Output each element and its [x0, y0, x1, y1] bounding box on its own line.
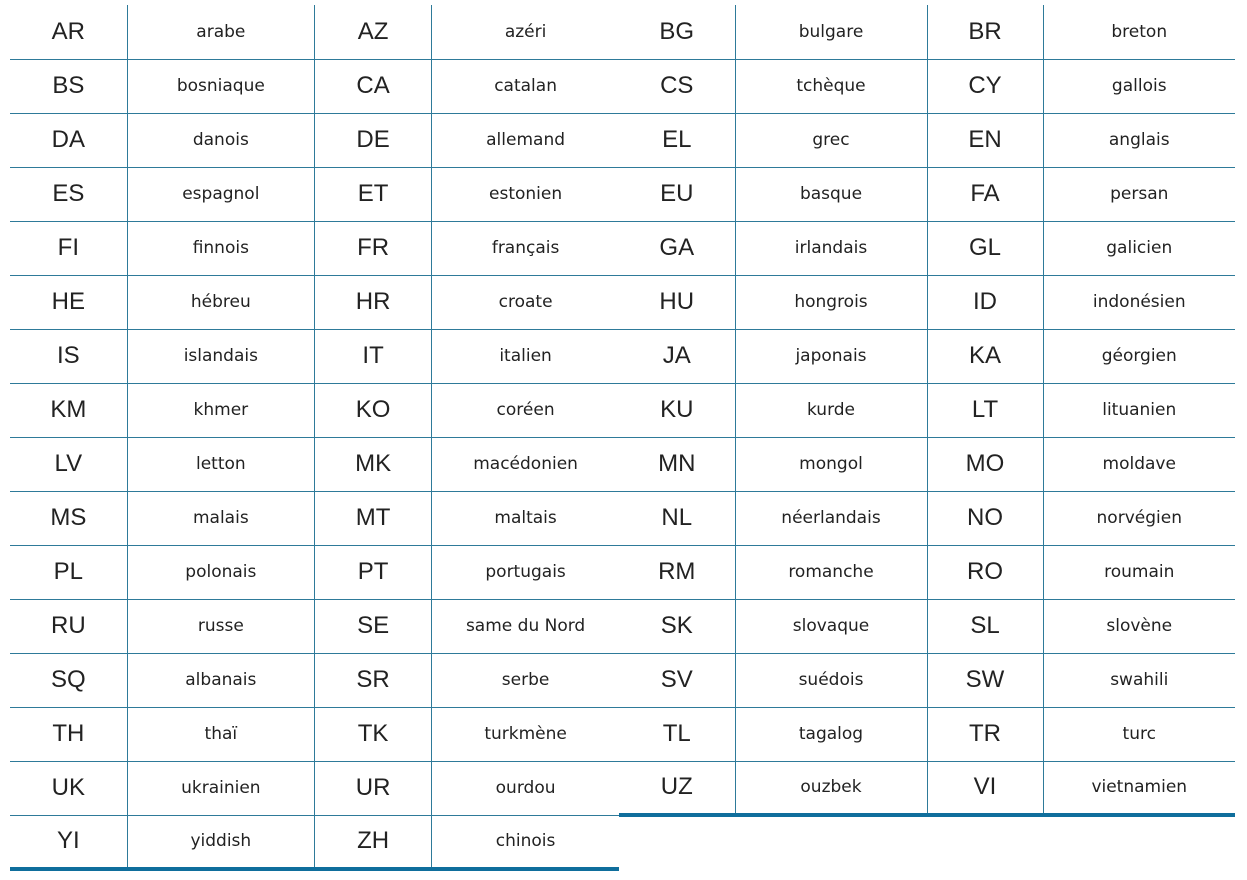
language-name: malais	[127, 491, 314, 545]
language-code: RO	[927, 545, 1043, 599]
language-code: AZ	[314, 5, 431, 59]
language-name: macédonien	[432, 437, 619, 491]
language-name: russe	[127, 599, 314, 653]
language-name: tchèque	[735, 59, 927, 113]
language-code: ZH	[314, 815, 431, 869]
language-code: ES	[10, 167, 127, 221]
language-code: UR	[314, 761, 431, 815]
language-name: maltais	[432, 491, 619, 545]
language-name: ouzbek	[735, 761, 927, 815]
language-table-left	[10, 5, 619, 871]
language-name: khmer	[127, 383, 314, 437]
table-row	[10, 275, 619, 329]
language-name: anglais	[1043, 113, 1235, 167]
language-name: danois	[127, 113, 314, 167]
language-code: NL	[619, 491, 735, 545]
language-code: FR	[314, 221, 431, 275]
table-row	[10, 113, 619, 167]
language-code: BG	[659, 17, 695, 45]
table-row	[619, 59, 1235, 113]
language-code: HE	[10, 275, 127, 329]
table-row	[10, 437, 619, 491]
language-name: gallois	[1043, 59, 1235, 113]
language-code: UK	[10, 761, 127, 815]
language-name: letton	[127, 437, 314, 491]
table-row	[10, 761, 619, 815]
language-code: SK	[619, 599, 735, 653]
language-code: JA	[619, 329, 735, 383]
table-row	[619, 113, 1235, 167]
language-name: yiddish	[127, 815, 314, 869]
language-name: swahili	[1043, 653, 1235, 707]
language-name: catalan	[432, 59, 619, 113]
language-code: TR	[927, 707, 1043, 761]
language-name: finnois	[127, 221, 314, 275]
language-name: ukrainien	[127, 761, 314, 815]
language-name: ourdou	[432, 761, 619, 815]
language-name: tagalog	[735, 707, 927, 761]
table-row	[10, 221, 619, 275]
language-code: UZ	[619, 761, 735, 815]
language-name: turc	[1043, 707, 1235, 761]
language-name: irlandais	[735, 221, 927, 275]
language-name: hongrois	[735, 275, 927, 329]
language-code: HR	[314, 275, 431, 329]
language-code: SR	[314, 653, 431, 707]
language-name: arabe	[127, 5, 314, 59]
language-name: basque	[735, 167, 927, 221]
table-row	[10, 167, 619, 221]
language-name: romanche	[735, 545, 927, 599]
language-code: VI	[927, 761, 1043, 815]
language-name: grec	[735, 113, 927, 167]
table-row	[619, 761, 1235, 815]
language-code: GA	[619, 221, 735, 275]
language-name: japonais	[735, 329, 927, 383]
language-name: serbe	[432, 653, 619, 707]
language-code: EN	[927, 113, 1043, 167]
language-code: LV	[10, 437, 127, 491]
language-name: indonésien	[1043, 275, 1235, 329]
language-code: KA	[927, 329, 1043, 383]
table-row	[10, 653, 619, 707]
language-code: SW	[927, 653, 1043, 707]
table-row	[10, 707, 619, 761]
language-name: moldave	[1043, 437, 1235, 491]
language-code: EL	[619, 113, 735, 167]
language-code: KM	[10, 383, 127, 437]
table-row	[619, 437, 1235, 491]
language-code: DA	[10, 113, 127, 167]
table-row	[10, 383, 619, 437]
language-code: RM	[619, 545, 735, 599]
language-code: BR	[927, 5, 1043, 59]
table-row	[619, 653, 1235, 707]
language-code: TH	[10, 707, 127, 761]
language-code: GL	[927, 221, 1043, 275]
language-name: slovène	[1043, 599, 1235, 653]
table-row	[10, 545, 619, 599]
language-code: TL	[619, 707, 735, 761]
language-name: galicien	[1043, 221, 1235, 275]
language-code: SL	[927, 599, 1043, 653]
language-code: MN	[619, 437, 735, 491]
language-name: roumain	[1043, 545, 1235, 599]
table-row	[619, 383, 1235, 437]
language-code: MT	[314, 491, 431, 545]
language-table-body	[619, 5, 1235, 815]
language-name: turkmène	[432, 707, 619, 761]
language-name: vietnamien	[1043, 761, 1235, 815]
language-name: hébreu	[127, 275, 314, 329]
table-row	[619, 167, 1235, 221]
language-name: albanais	[127, 653, 314, 707]
language-code: LT	[927, 383, 1043, 437]
language-name: persan	[1043, 167, 1235, 221]
language-code: PT	[314, 545, 431, 599]
language-name: same du Nord	[432, 599, 619, 653]
table-row	[619, 329, 1235, 383]
language-name: géorgien	[1043, 329, 1235, 383]
language-code: YI	[10, 815, 127, 869]
language-name: chinois	[432, 815, 619, 869]
language-name: espagnol	[127, 167, 314, 221]
language-code: SQ	[10, 653, 127, 707]
language-code: NO	[927, 491, 1043, 545]
table-row	[10, 599, 619, 653]
language-code: PL	[10, 545, 127, 599]
language-name: azéri	[432, 5, 619, 59]
table-row	[10, 5, 619, 59]
language-table-right	[619, 5, 1235, 817]
language-name: coréen	[432, 383, 619, 437]
language-name: norvégien	[1043, 491, 1235, 545]
language-code: IS	[10, 329, 127, 383]
language-code: FA	[927, 167, 1043, 221]
language-name: polonais	[127, 545, 314, 599]
language-code: SV	[619, 653, 735, 707]
language-code: ID	[927, 275, 1043, 329]
language-code: IT	[314, 329, 431, 383]
language-code: RU	[10, 599, 127, 653]
language-code: KU	[619, 383, 735, 437]
table-row	[10, 59, 619, 113]
table-row	[619, 707, 1235, 761]
table-row	[619, 491, 1235, 545]
language-name: thaï	[127, 707, 314, 761]
language-code: MO	[927, 437, 1043, 491]
language-name: bulgare	[735, 5, 927, 59]
language-code: SE	[314, 599, 431, 653]
language-name: estonien	[432, 167, 619, 221]
table-row	[619, 5, 1235, 59]
language-name: français	[432, 221, 619, 275]
language-code: FI	[10, 221, 127, 275]
language-name: islandais	[127, 329, 314, 383]
language-name: allemand	[432, 113, 619, 167]
table-row	[10, 329, 619, 383]
language-code: BS	[10, 59, 127, 113]
language-name: italien	[432, 329, 619, 383]
language-code: EU	[619, 167, 735, 221]
language-name: suédois	[735, 653, 927, 707]
language-code: MS	[10, 491, 127, 545]
table-row	[619, 275, 1235, 329]
language-code: ET	[314, 167, 431, 221]
language-name: breton	[1043, 5, 1235, 59]
language-code: AR	[51, 17, 86, 45]
table-row	[619, 545, 1235, 599]
language-name: lituanien	[1043, 383, 1235, 437]
table-row	[10, 491, 619, 545]
language-code: KO	[314, 383, 431, 437]
language-name: kurde	[735, 383, 927, 437]
language-name: slovaque	[735, 599, 927, 653]
language-name: néerlandais	[735, 491, 927, 545]
language-code: CY	[927, 59, 1043, 113]
language-name: mongol	[735, 437, 927, 491]
language-code: DE	[314, 113, 431, 167]
language-code: HU	[619, 275, 735, 329]
language-code: CS	[619, 59, 735, 113]
table-row	[619, 221, 1235, 275]
language-table-body	[10, 5, 619, 869]
language-name: croate	[432, 275, 619, 329]
table-row	[619, 599, 1235, 653]
table-row	[10, 815, 619, 869]
language-name: bosniaque	[127, 59, 314, 113]
language-name: portugais	[432, 545, 619, 599]
language-code: MK	[314, 437, 431, 491]
language-code: CA	[314, 59, 431, 113]
language-code: TK	[314, 707, 431, 761]
